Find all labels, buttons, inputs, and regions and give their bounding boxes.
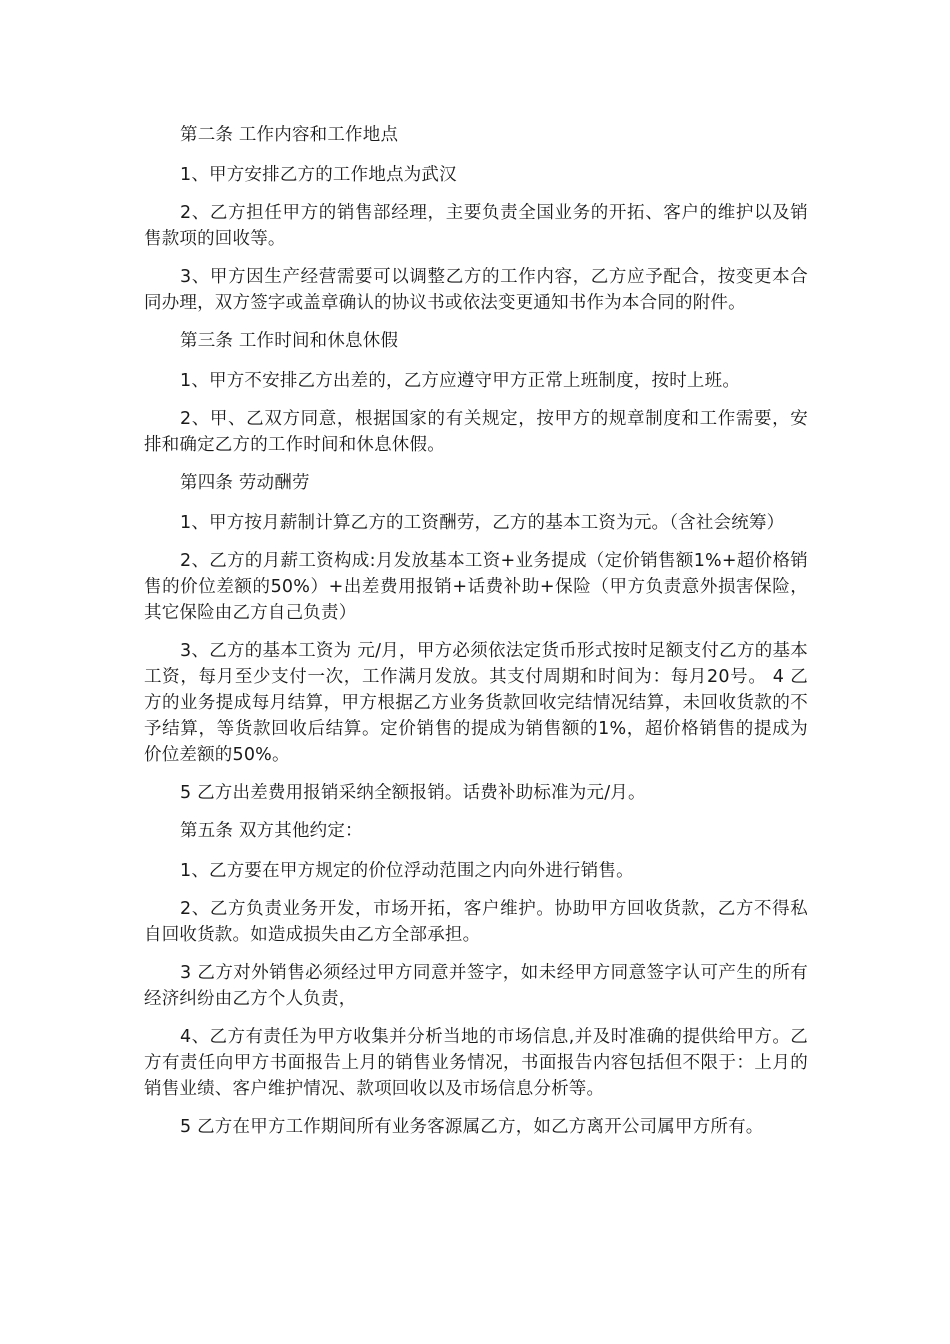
paragraph: 1、乙方要在甲方规定的价位浮动范围之内向外进行销售。 xyxy=(180,861,634,881)
paragraph: 5 乙方在甲方工作期间所有业务客源属乙方，如乙方离开公司属甲方所有。 xyxy=(180,1117,764,1137)
paragraph: 3、乙方的基本工资为 元/月，甲方必须依法定货币形式按时足额支付乙方的基本工资，每月至少支付一次，工作满月发放。其支付周期和时间为：每月20号。 4 乙方的业务提成每月结算，甲方根据乙方业务货款回收完结情况结算，未回收货款的不予结算，等货款回收后结算。定价销售的提成为销售额的1%，超价格销售的提成为价位差额的50%。 xyxy=(144,641,808,765)
paragraph: 2、乙方担任甲方的销售部经理，主要负责全国业务的开拓、客户的维护以及销售款项的回收等。 xyxy=(144,203,808,249)
paragraph: 2、甲、乙双方同意，根据国家的有关规定，按甲方的规章制度和工作需要，安排和确定乙方的工作时间和休息休假。 xyxy=(144,409,808,455)
paragraph: 1、甲方安排乙方的工作地点为武汉 xyxy=(180,165,457,185)
section-heading-3: 第三条 工作时间和休息休假 xyxy=(180,331,399,351)
paragraph: 2、乙方负责业务开发，市场开拓，客户维护。协助甲方回收货款，乙方不得私自回收货款。如造成损失由乙方全部承担。 xyxy=(144,899,808,945)
paragraph: 2、乙方的月薪工资构成:月发放基本工资+业务提成（定价销售额1%+超价格销售的价位差额的50%）+出差费用报销+话费补助+保险（甲方负责意外损害保险，其它保险由乙方自己负责） xyxy=(144,551,808,623)
paragraph: 3、甲方因生产经营需要可以调整乙方的工作内容，乙方应予配合，按变更本合同办理，双方签字或盖章确认的协议书或依法变更通知书作为本合同的附件。 xyxy=(144,267,808,313)
section-heading-5: 第五条 双方其他约定： xyxy=(180,821,363,841)
paragraph: 1、甲方按月薪制计算乙方的工资酬劳，乙方的基本工资为元。（含社会统筹） xyxy=(180,513,785,533)
paragraph: 3 乙方对外销售必须经过甲方同意并签字，如未经甲方同意签字认可产生的所有经济纠纷由乙方个人负责， xyxy=(144,963,808,1009)
paragraph: 5 乙方出差费用报销采纳全额报销。话费补助标准为元/月。 xyxy=(180,783,646,803)
paragraph: 4、乙方有责任为甲方收集并分析当地的市场信息,并及时准确的提供给甲方。乙方有责任向甲方书面报告上月的销售业务情况，书面报告内容包括但不限于：上月的销售业绩、客户维护情况、款项回收以及市场信息分析等。 xyxy=(144,1027,808,1099)
document-body xyxy=(144,122,808,1152)
section-heading-2: 第二条 工作内容和工作地点 xyxy=(180,125,399,145)
section-heading-4: 第四条 劳动酬劳 xyxy=(180,473,310,493)
paragraph: 1、甲方不安排乙方出差的，乙方应遵守甲方正常上班制度，按时上班。 xyxy=(180,371,741,391)
